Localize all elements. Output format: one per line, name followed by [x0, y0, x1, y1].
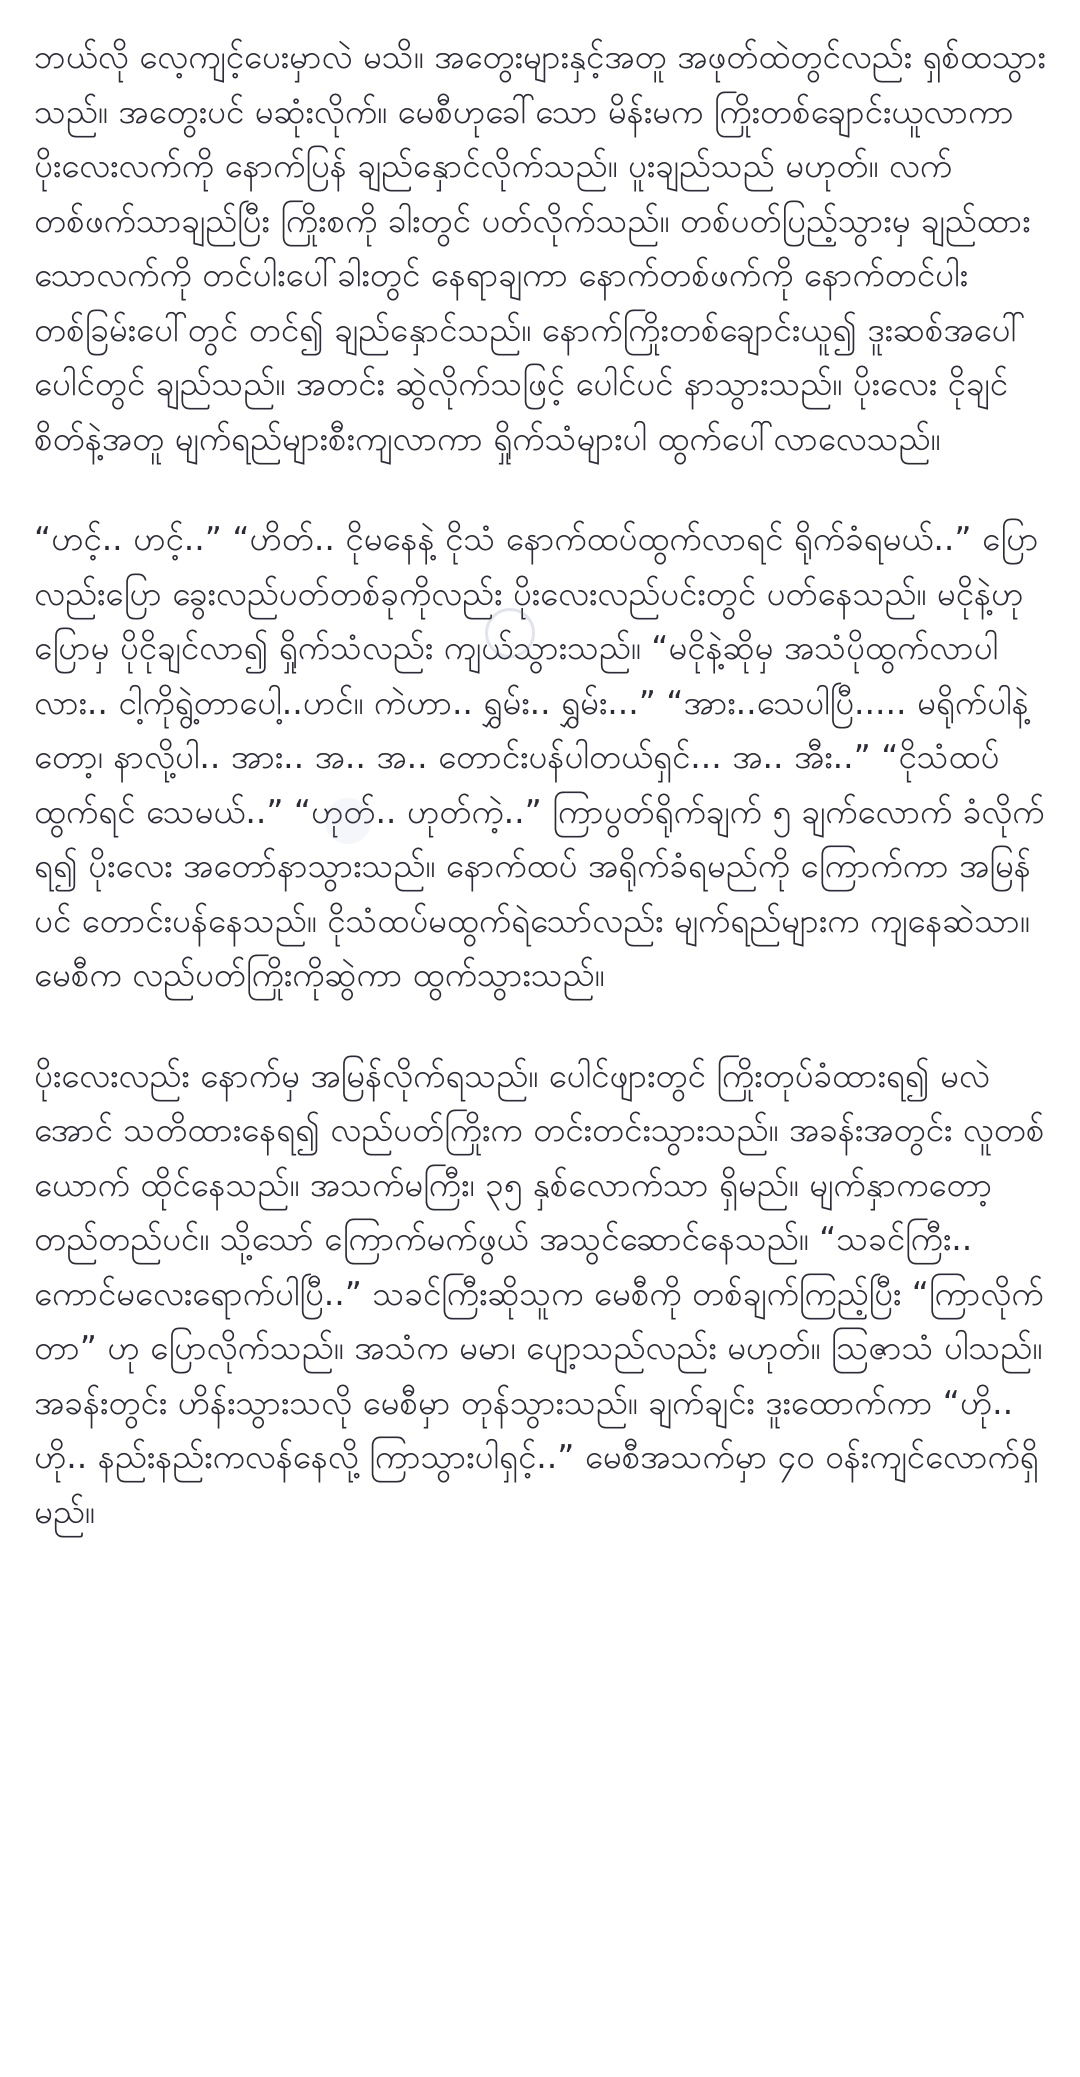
story-paragraph-2: “ဟင့်.. ဟင့်..” “ဟိတ်.. ငိုမနေနဲ့ ငိုသံ နောက်ထပ်ထွက်လာရင် ရိုက်ခံရမယ်..” ပြောလည်းပြော ခွေးလည်ပတ်တစ်ခုကိုလည်း ပိုးလေးလည်ပင်းတွင် ပတ်နေသည်။ မငိုနဲ့ဟုပြောမှ ပိုငိုချင်လာ၍ ရှိုက်သံလည်း ကျယ်သွားသည်။ “မငိုနဲ့ဆိုမှ အသံပိုထွက်လာပါလား.. ငါ့ကိုရွဲ့တာပေါ့..ဟင်။ ကဲဟာ.. ရွှမ်း.. ရွှမ်း...” “အား..သေပါပြီ..... မရိုက်ပါနဲ့တော့၊ နာလို့ပါ.. အား.. အ.. အ.. တောင်းပန်ပါတယ်ရှင်... အ.. အီး..” “ငိုသံထပ်ထွက်ရင် သေမယ်..” “ဟုတ်.. ဟုတ်ကဲ့..” ကြာပွတ်ရိုက်ချက် ၅ ချက်လောက် ခံလိုက်ရ၍ ပိုးလေး အတော်နာသွားသည်။ နောက်ထပ် အရိုက်ခံရမည်ကို ကြောက်ကာ အမြန်ပင် တောင်းပန်နေသည်။ ငိုသံထပ်မထွက်ရဲသော်လည်း မျက်ရည်များက ကျနေဆဲသာ။ မေစီက လည်ပတ်ကြိုးကိုဆွဲကာ ထွက်သွားသည်။ [34, 519, 1045, 994]
story-paragraph-3: ပိုးလေးလည်း နောက်မှ အမြန်လိုက်ရသည်။ ပေါင်ဖျားတွင် ကြိုးတုပ်ခံထားရ၍ မလဲအောင် သတိထားနေရ၍ လည်ပတ်ကြိုးက တင်းတင်းသွားသည်။ အခန်းအတွင်း လူတစ်ယောက် ထိုင်နေသည်။ အသက်မကြီး၊ ၃၅ နှစ်လောက်သာ ရှိမည်။ မျက်နှာကတော့ တည်တည်ပင်။ သို့သော် ကြောက်မက်ဖွယ် အသွင်ဆောင်နေသည်။ “သခင်ကြီး.. ကောင်မလေးရောက်ပါပြီ..” သခင်ကြီးဆိုသူက မေစီကို တစ်ချက်ကြည့်ပြီး “ကြာလိုက်တာ” ဟု ပြောလိုက်သည်။ အသံက မမာ၊ ပျော့သည်လည်း မဟုတ်။ သြဇာသံ ပါသည်။ အခန်းတွင်း ဟိန်းသွားသလို မေစီမှာ တုန်သွားသည်။ ချက်ချင်း ဒူးထောက်ကာ “ဟို.. ဟို.. နည်းနည်းကလန်နေလို့ ကြာသွားပါရှင့်..” မေစီအသက်မှာ ၄၀ ဝန်းကျင်လောက်ရှိမည်။ [34, 1055, 1045, 1531]
story-paragraph-1: ဘယ်လို လေ့ကျင့်ပေးမှာလဲ မသိ။ အတွေးများနှင့်အတူ အဖုတ်ထဲတွင်လည်း ရှစ်ထသွားသည်။ အတွေးပင် မဆုံးလိုက်။ မေစီဟုခေါ်သော မိန်းမက ကြိုးတစ်ချောင်းယူလာကာ ပိုးလေးလက်ကို နောက်ပြန် ချည်နှောင်လိုက်သည်။ ပူးချည်သည် မဟုတ်။ လက်တစ်ဖက်သာချည်ပြီး ကြိုးစကို ခါးတွင် ပတ်လိုက်သည်။ တစ်ပတ်ပြည့်သွားမှ ချည်ထားသောလက်ကို တင်ပါးပေါ်ခါးတွင် နေရာချကာ နောက်တစ်ဖက်ကို နောက်တင်ပါးတစ်ခြမ်းပေါ်တွင် တင်၍ ချည်နှောင်သည်။ နောက်ကြိုးတစ်ချောင်းယူ၍ ဒူးဆစ်အပေါ်ပေါင်တွင် ချည်သည်။ အတင်း ဆွဲလိုက်သဖြင့် ပေါင်ပင် နာသွားသည်။ ပိုးလေး ငိုချင်စိတ်နဲ့အတူ မျက်ရည်များစီးကျလာကာ ရှိုက်သံများပါ ထွက်ပေါ်လာလေသည်။ [34, 37, 1046, 458]
